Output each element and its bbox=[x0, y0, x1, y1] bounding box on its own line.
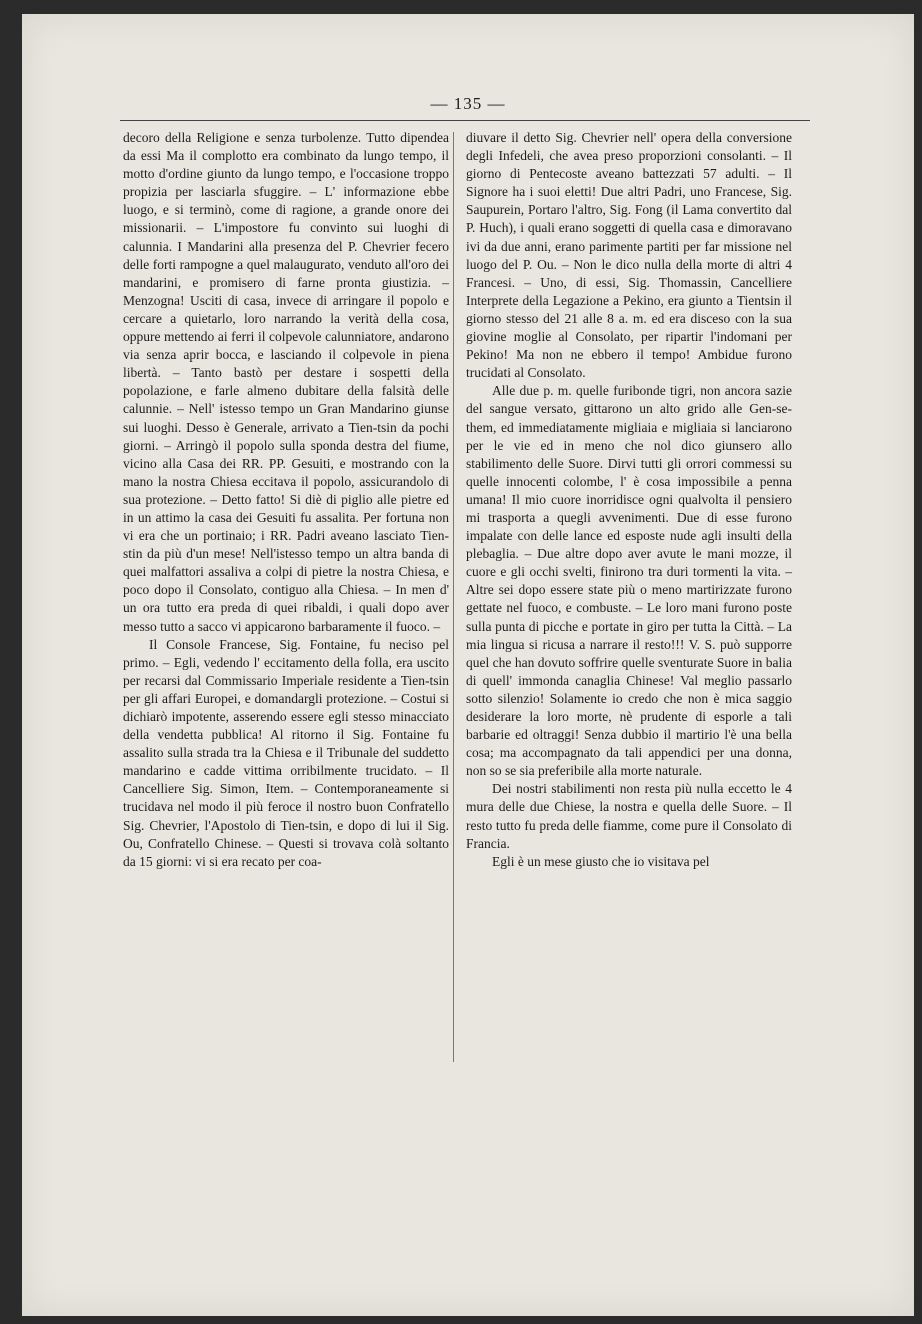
paragraph: Il Console Francese, Sig. Fontaine, fu neciso pel primo. – Egli, vedendo l' eccitamento della folla, era uscito per recarsi dal Commissario Imperiale residente a Tien-tsin per gli affari Europei, e domandargli protezione. – Costui si dichiarò impotente, asserendo essere egli stesso minacciato della vendetta pubblica! Al ritorno il Sig. Fontaine fu assalito sulla strada tra la Chiesa e il Tribunale del suddetto mandarino e cadde vittima orribilmente trucidato. – Il Cancelliere Sig. Simon, Item. – Contemporaneamente si trucidava nel modo il più feroce il nostro buon Confratello Sig. Chevrier, l'Apostolo di Tien-tsin, e dopo di lui il Sig. Ou, Confratello Chinese. – Questi si trovava colà soltanto da 15 giorni: vi si era recato per coa- bbox=[123, 636, 449, 869]
left-column bbox=[123, 129, 449, 871]
paragraph: Egli è un mese giusto che io visitava pel bbox=[492, 853, 710, 869]
paragraph: Dei nostri stabilimenti non resta più nulla eccetto le 4 mura delle due Chiese, la nostra e quella delle Suore. – Il resto tutto fu preda delle fiamme, come pure il Consolato di Francia. bbox=[466, 781, 792, 851]
column-divider bbox=[453, 132, 454, 1062]
paragraph: Alle due p. m. quelle furibonde tigri, non ancora sazie del sangue versato, gittarono un alto grido alle Gen-se-them, ed immediatamente migliaia e migliaia si lanciarono per le vie ed in meno che nol dico giunsero allo stabilimento delle Suore. Dirvi tutti gli orrori commessi su quelle innocenti colombe, l' è cosa impossibile a penna umana! Il mio cuore inorridisce ogni qualvolta il pensiero mi trasporta a quegli avvenimenti. Due di esse furono impalate con delle lance ed esposte nude agli insulti della plebaglia. – Due altre dopo aver avute le mani mozze, il cuore e gli occhi svelti, finirono tra duri tormenti la vita. – Altre sei dopo essere state più o meno martirizzate furono gettate nel fuoco, e combuste. – Le loro mani furono poste sulla punta di picche e portate in giro per tutta la Città. – La mia lingua si ricusa a narrare il resto!!! V. S. può supporre quel che han dovuto soffrire quelle sventurate Suore in balia di quell' immonda canaglia Chinese! Val meglio passarlo sotto silenzio! Solamente io credo che non è mica saggio desiderare la loro morte, nè prudente di esporle a tali barbarie ed oltraggi! Senza dubbio il martirio l'è una bella cosa; ma accompagnato da tali appendici per una donna, non so se sia preferibile alla morte naturale. bbox=[466, 383, 792, 779]
paragraph: diuvare il detto Sig. Chevrier nell' opera della conversione degli Infedeli, che avea preso proporzioni consolanti. – Il giorno di Pentecoste aveano battezzati 57 adulti. – Il Signore ha i suoi eletti! Due altri Padri, uno Francese, Sig. Saupurein, Portaro l'altro, Sig. Fong (il Lama convertito dal P. Huch), i quali erano soggetti di quella casa e dimoravano ivi da due anni, erano parimente partiti per far missione nel luogo del P. Ou. – Non le dico nulla della morte di altri 4 Francesi. – Uno, di essi, Sig. Thomassin, Cancelliere Interprete della Legazione a Pekino, era giunto a Tientsin il giorno stesso del 21 alle 8 a. m. ed era disceso con la sua giovine moglie al Consolato, per ripartir l'indomani per Pekino! Ma non ne ebbero il tempo! Ambidue furono trucidati al Consolato. bbox=[466, 130, 792, 381]
right-column bbox=[466, 129, 792, 871]
paragraph: decoro della Religione e senza turbolenze. Tutto dipendea da essi Ma il complotto era combinato da lungo tempo, il motto d'ordine giunto da lungo tempo, e l'occasione troppo propizia per lasciarla sfuggire. – L' informazione ebbe luogo, e si terminò, come di ragione, a grande onore dei missionarii. – L'impostore fu convinto sui luoghi di calunnia. I Mandarini alla presenza del P. Chevrier fecero delle forti rampogne a quel malaugurato, venduto all'oro dei mandarini, e promisero di farne pronta giustizia. – Menzogna! Usciti di casa, invece di arringare il popolo e cercare a quietarlo, loro narrando la verità della cosa, oppure mettendo ai ferri il colpevole calunniatore, andarono via senza aprir bocca, e lasciando il colpevole in piena libertà. – Tanto bastò per destare i sospetti della popolazione, e farle almeno dubitare della falsità delle calunnie. – Nell' istesso tempo un Gran Mandarino giunse sui luoghi. Desso è Generale, arrivato a Tien-tsin da pochi giorni. – Arringò il popolo sulla sponda destra del fiume, vicino alla Casa dei RR. PP. Gesuiti, e mostrando con la mano la nostra Chiesa eccitava il popolo, assicurandolo di sua protezione. – Detto fatto! Si diè di piglio alle pietre ed in un attimo la casa dei Gesuiti fu assalita. Per fortuna non vi era che un portinaio; i RR. Padri aveano lasciato Tien-stin da più d'un mese! Nell'istesso tempo un altra banda di quei malfattori assaliva a colpi di pietre la nostra Chiesa, e poco dopo il Consolato, contiguo alla Chiesa. – In men d' un ora tutto era preda di quei ribaldi, i quali dopo aver messo tutto a sacco vi appicarono barbaramente il fuoco. – bbox=[123, 130, 449, 634]
header-rule bbox=[120, 120, 810, 121]
book-page bbox=[22, 14, 914, 1316]
page-number-header: — 135 — bbox=[430, 94, 506, 113]
